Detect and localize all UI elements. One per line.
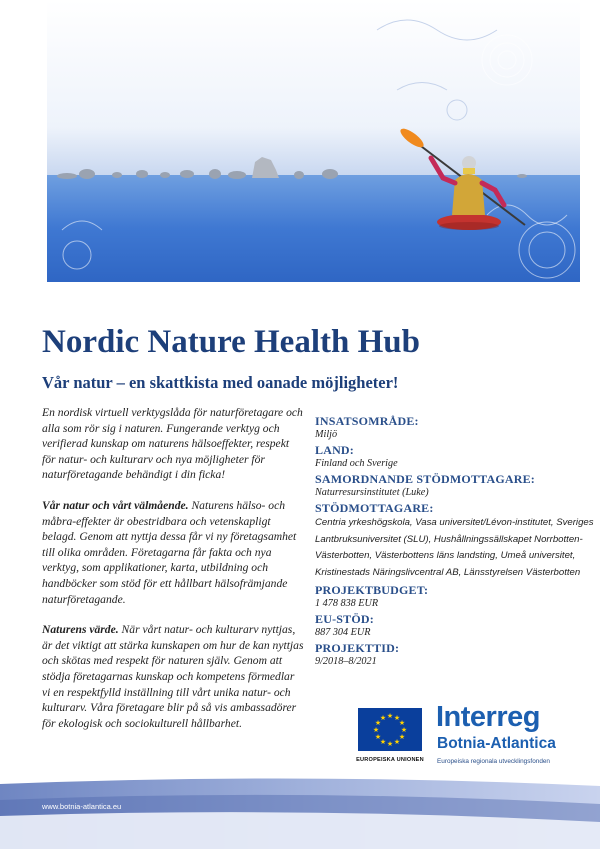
footer-band: [0, 778, 600, 849]
svg-text:★: ★: [379, 738, 387, 746]
paragraph-lead: Naturens värde.: [42, 623, 119, 637]
eu-caption: EUROPEISKA UNIONEN: [356, 757, 424, 763]
intro-column: [42, 405, 304, 746]
footer-url[interactable]: www.botnia-atlantica.eu: [42, 802, 122, 811]
fact-insatsomrade: [315, 414, 595, 441]
fact-label: STÖDMOTTAGARE:: [315, 501, 434, 515]
nature-wellbeing-paragraph: [42, 498, 304, 607]
fact-land: [315, 443, 595, 470]
fact-label: EU-STÖD:: [315, 612, 374, 627]
fact-label: PROJEKTTID:: [315, 641, 400, 656]
fact-value: Naturresursinstitutet (Luke): [315, 487, 429, 498]
eu-flag-icon: [358, 708, 422, 751]
svg-text:★: ★: [393, 714, 401, 722]
fact-value: 1 478 838 EUR: [315, 598, 379, 610]
svg-text:★: ★: [372, 726, 380, 734]
fact-value: 9/2018–8/2021: [315, 656, 377, 668]
fact-value: Centria yrkeshögskola, Vasa universitet/Lévon-institutet, Sveriges Lantbruksuniversitet (SLU), Hushållningssällskapet Norrbotten-Västerbotten, Västerbottens läns landsting, Umeå universitet, Kristinestads Näringslivcentral AB, Länsstyrelsen Västerbotten: [315, 517, 594, 578]
program-name: Botnia-Atlantica: [437, 735, 556, 752]
paragraph-body: Naturens hälso- och måbra-effekter är obestridbara och vetenskapligt belagd. Genom att nyttja dessa får vi ny företagsamhet till olika områden. Företagarna får fakta och nya verktyg, som applikationer, karta, utbildning och handböcker som stöd för ett hållbart hälsofrämjande naturföretagande.: [42, 498, 297, 606]
svg-text:★: ★: [398, 733, 406, 741]
fact-projekttid: [315, 641, 595, 668]
fact-label: SAMORDNANDE STÖDMOTTAGARE:: [315, 472, 535, 486]
funding-logos: [356, 701, 588, 767]
fact-label: INSATSOMRÅDE:: [315, 414, 419, 428]
hero-photo: [47, 0, 580, 282]
svg-text:★: ★: [374, 719, 382, 727]
fact-value: Finland och Sverige: [315, 458, 398, 469]
intro-paragraph: En nordisk virtuell verktygslåda för naturföretagare och alla som rör sig i naturen. Fungerande verktyg och verifierad kunskap om naturens hälsoeffekter, respekt för natur- och kulturarv och nya möjligheter för naturföretagande behändigt i din ficka!: [42, 406, 303, 482]
fact-budget: [315, 583, 595, 610]
fact-stodmottagare: [315, 501, 595, 581]
fact-samordnande: [315, 472, 595, 499]
page-title: Nordic Nature Health Hub: [42, 324, 420, 360]
fact-value: Miljö: [315, 429, 338, 440]
paragraph-lead: Vår natur och vårt välmående.: [42, 498, 189, 512]
svg-text:★: ★: [386, 712, 394, 720]
svg-text:★: ★: [393, 738, 401, 746]
svg-text:★: ★: [398, 719, 406, 727]
svg-text:★: ★: [379, 714, 387, 722]
nature-value-paragraph: [42, 622, 304, 731]
svg-text:★: ★: [400, 726, 408, 734]
fund-name: Europeiska regionala utvecklingsfonden: [437, 758, 550, 765]
paragraph-body: När vårt natur- och kulturarv nyttjas, är det viktigt att stärka kunskapen om hur de kan nyttjas och skötas med respekt för naturen själv. Genom att stödja företagarnas kunskap och kompetens förmedlar vi en respektfylld inställning till vårt unika natur- och kulturarv. Våra företagare blir på så vis ambassadörer för ekologisk och sociokulturell hållbarhet.: [42, 623, 304, 730]
project-facts: [315, 414, 595, 670]
fact-value: 887 304 EUR: [315, 627, 371, 639]
interreg-logo: Interreg: [436, 701, 540, 733]
fact-eustod: [315, 612, 595, 639]
svg-text:★: ★: [374, 733, 382, 741]
fact-label: PROJEKTBUDGET:: [315, 583, 429, 598]
page-subtitle: Vår natur – en skattkista med oanade möjligheter!: [42, 373, 399, 392]
svg-text:★: ★: [386, 740, 394, 748]
fact-label: LAND:: [315, 443, 354, 457]
